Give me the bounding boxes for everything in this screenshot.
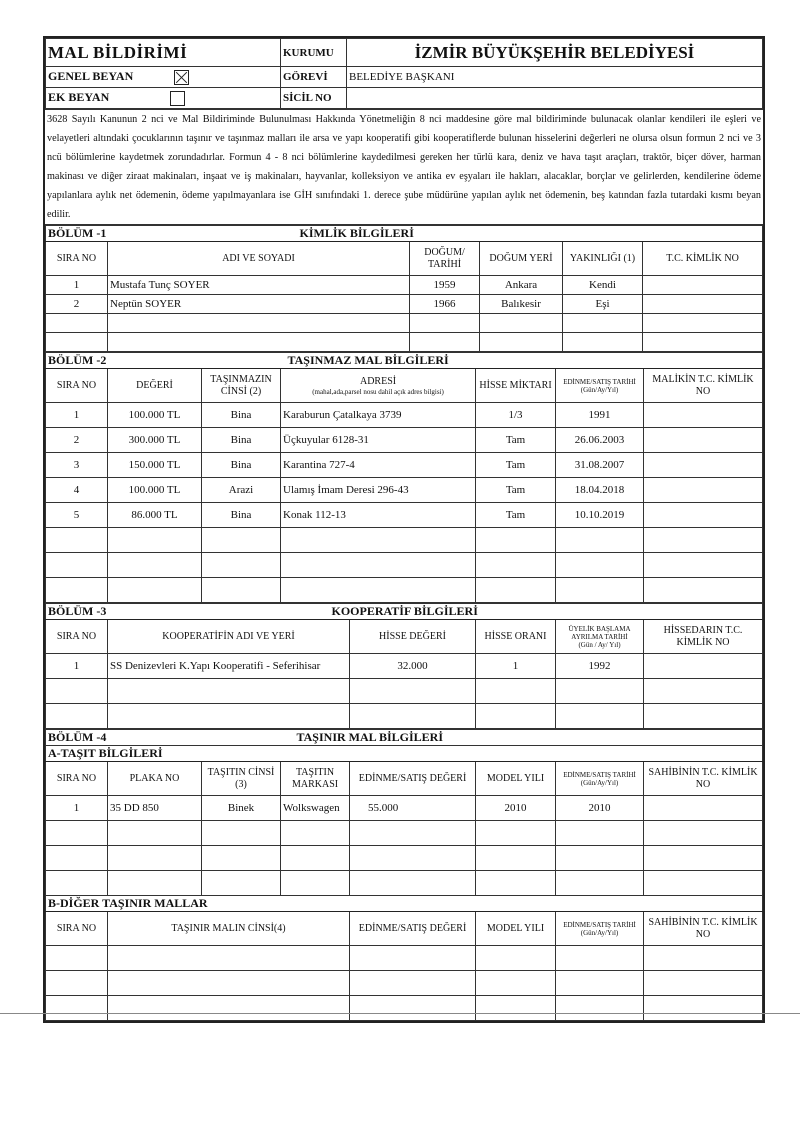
cell (46, 553, 108, 578)
s2-header-malik: MALİKİN T.C. KİMLİK NO (644, 369, 763, 403)
s2-header-tarih (556, 369, 644, 403)
cell (644, 796, 763, 821)
cell: 2 (46, 295, 108, 314)
cell: 2010 (476, 796, 556, 821)
cell (480, 333, 563, 352)
cell (644, 654, 763, 679)
s4-header-plaka: PLAKA NO (108, 762, 202, 796)
cell: Bina (202, 503, 281, 528)
s2-header-adres-sub: (mahal,ada,parsel nosu dahil açık adres bilgisi) (312, 387, 444, 396)
cell: Mustafa Tunç SOYER (108, 276, 410, 295)
table-row (46, 333, 763, 352)
s1-header-adi: ADI VE SOYADI (108, 242, 410, 276)
s3-header-tarih (556, 620, 644, 654)
cell (643, 276, 763, 295)
cell: Tam (476, 503, 556, 528)
s3-header-oran: HİSSE ORANI (476, 620, 556, 654)
cell: 1966 (410, 295, 480, 314)
cell (108, 553, 202, 578)
cell: 10.10.2019 (556, 503, 644, 528)
cell (46, 846, 108, 871)
cell (476, 679, 556, 704)
cell: Karaburun Çatalkaya 3739 (281, 403, 476, 428)
intro-text: 3628 Sayılı Kanunun 2 nci ve Mal Bildiriminde Bulunulması Hakkında Yönetmeliğin 8 nci maddesine göre mal bildiriminde bulunacak olanlar kendileri ile eşleri ve velayetleri altındaki çocuklarının taşınır ve taşınmaz malları ile arsa ve yapı kooperatifi gibi kooperatiflerde bulunan hisselerini değerleri ne olursa olsun formun 2 nci ve 3 ncü bölümlerine kaydetmek zorundadırlar. Formun 4 - 8 nci bölümlerine kaydedilmesi gereken her türlü kara, deniz ve hava taşıt araçları, traktör, biçer döver, harman makinası ve diğer ziraat makinaları, inşaat ve iş makinaları, hayvanlar, kolleksiyon ve antika ev eşyaları ile hakları, alacaklar, borçlar ve gelirlerden, kendilerine ödeme yapılanlara aylık net ödemenin, ödeme yapılmayanlara ise GİH sınıfındaki 1. derece şube müdürüne yapılan aylık net ödemenin, beş katından fazla tutardaki kısmı beyan edilir. (45, 109, 763, 225)
section-4b-title: B-DİĞER TAŞINIR MALLAR (46, 896, 763, 912)
cell (46, 996, 108, 1021)
cell (644, 846, 763, 871)
cell (202, 528, 281, 553)
cell (644, 528, 763, 553)
cell (202, 578, 281, 603)
cell (202, 846, 281, 871)
cell: Ankara (480, 276, 563, 295)
cell (476, 971, 556, 996)
cell: Eşi (563, 295, 643, 314)
s3-header-sira: SIRA NO (46, 620, 108, 654)
cell (563, 333, 643, 352)
section-1-title: KİMLİK BİLGİLERİ (410, 226, 763, 242)
cell (476, 996, 556, 1021)
cell: Wolkswagen (281, 796, 350, 821)
cell: Bina (202, 453, 281, 478)
cell: 100.000 TL (108, 403, 202, 428)
cell (410, 314, 480, 333)
s4-header-model: MODEL YILI (476, 762, 556, 796)
cell: 31.08.2007 (556, 453, 644, 478)
genel-beyan-label: GENEL BEYAN (48, 69, 134, 84)
s2-header-tarih-sub: (Gün/Ay/Yıl) (580, 385, 619, 394)
cell (108, 996, 350, 1021)
cell: SS Denizevleri K.Yapı Kooperatifi - Seferihisar (108, 654, 350, 679)
cell (476, 871, 556, 896)
cell: 2010 (556, 796, 644, 821)
sicil-no-label: SİCİL NO (281, 88, 347, 109)
table-row (46, 871, 763, 896)
cell: Bina (202, 428, 281, 453)
cell (556, 996, 644, 1021)
cell (556, 971, 644, 996)
section-1-kimlik (45, 225, 763, 352)
cell: Kendi (563, 276, 643, 295)
cell: 55.000 (350, 796, 476, 821)
cell: 1 (46, 654, 108, 679)
cell (644, 679, 763, 704)
cell (46, 314, 108, 333)
genel-beyan-checkbox[interactable] (174, 70, 189, 85)
s2-header-adres-title: ADRESİ (359, 375, 397, 387)
cell (281, 821, 350, 846)
cell (644, 478, 763, 503)
table-row (46, 679, 763, 704)
ek-beyan-checkbox[interactable] (170, 91, 185, 106)
cell (46, 871, 108, 896)
sicil-no-value (347, 88, 763, 109)
cell (46, 971, 108, 996)
cell (108, 846, 202, 871)
cell (643, 295, 763, 314)
cell: Neptün SOYER (108, 295, 410, 314)
cell: 1992 (556, 654, 644, 679)
section-4-tasinir (45, 729, 763, 1021)
table-row (46, 971, 763, 996)
s2-header-tarih-title: EDİNME/SATIŞ TARİHİ (563, 377, 636, 386)
s4-header-tarih (556, 762, 644, 796)
section-4a-title: A-TAŞIT BİLGİLERİ (46, 746, 763, 762)
cell: Balıkesir (480, 295, 563, 314)
cell (281, 578, 476, 603)
table-row (46, 478, 763, 503)
s4-header-tarih-sub: (Gün/Ay/Yıl) (580, 778, 619, 787)
cell (108, 971, 350, 996)
cell: Konak 112-13 (281, 503, 476, 528)
cell (108, 333, 410, 352)
cell: Bina (202, 403, 281, 428)
s4-header-tarih-title: EDİNME/SATIŞ TARİHİ (563, 770, 636, 779)
table-row (46, 796, 763, 821)
cell (563, 314, 643, 333)
scan-fold-line (0, 1013, 800, 1014)
cell (281, 528, 476, 553)
cell (480, 314, 563, 333)
cell (46, 704, 108, 729)
s4-header-sira: SIRA NO (46, 762, 108, 796)
cell (644, 578, 763, 603)
cell (202, 871, 281, 896)
cell (46, 821, 108, 846)
cell (350, 821, 476, 846)
ek-beyan-label: EK BEYAN (48, 90, 110, 105)
cell: Ulamış İmam Deresi 296-43 (281, 478, 476, 503)
section-4-label: BÖLÜM -4 (46, 730, 281, 746)
cell (556, 553, 644, 578)
section-4-title: TAŞINIR MAL BİLGİLERİ (281, 730, 763, 746)
table-row (46, 946, 763, 971)
cell: 1 (46, 276, 108, 295)
cell: 2 (46, 428, 108, 453)
ek-beyan-cell (46, 88, 281, 109)
table-row (46, 428, 763, 453)
gorevi-label: GÖREVİ (281, 67, 347, 88)
s4b-header-deger: EDİNME/SATIŞ DEĞERİ (350, 912, 476, 946)
section-2-title: TAŞINMAZ MAL BİLGİLERİ (281, 353, 763, 369)
table-row (46, 453, 763, 478)
cell (556, 578, 644, 603)
cell (410, 333, 480, 352)
s4b-header-sira: SIRA NO (46, 912, 108, 946)
cell: Karantina 727-4 (281, 453, 476, 478)
table-row (46, 821, 763, 846)
s3-header-ad: KOOPERATİFİN ADI VE YERİ (108, 620, 350, 654)
cell: Tam (476, 478, 556, 503)
mal-bildirimi-form (43, 36, 765, 1023)
cell (556, 821, 644, 846)
s4-header-marka: TAŞITIN MARKASI (281, 762, 350, 796)
s3-header-tc: HİSSEDARIN T.C. KİMLİK NO (644, 620, 763, 654)
s3-header-tarih-sub: (Gün / Ay/ Yıl) (578, 640, 621, 649)
s4b-header-cins: TAŞINIR MALIN CİNSİ(4) (108, 912, 350, 946)
cell (46, 578, 108, 603)
cell: 1/3 (476, 403, 556, 428)
table-row (46, 996, 763, 1021)
table-row (46, 528, 763, 553)
cell (350, 704, 476, 729)
kurumu-label: KURUMU (281, 39, 347, 67)
section-3-title: KOOPERATİF BİLGİLERİ (350, 604, 763, 620)
cell (476, 946, 556, 971)
cell (643, 314, 763, 333)
s2-header-adres (281, 369, 476, 403)
s1-header-tc: T.C. KİMLİK NO (643, 242, 763, 276)
cell (644, 453, 763, 478)
cell: 150.000 TL (108, 453, 202, 478)
cell: 18.04.2018 (556, 478, 644, 503)
table-row (46, 314, 763, 333)
s3-header-deger: HİSSE DEĞERİ (350, 620, 476, 654)
cell (350, 996, 476, 1021)
section-1-label: BÖLÜM -1 (46, 226, 410, 242)
cell (644, 403, 763, 428)
cell (108, 871, 202, 896)
cell (476, 528, 556, 553)
cell (556, 846, 644, 871)
s1-header-yakinligi: YAKINLIĞI (1) (563, 242, 643, 276)
s2-header-deger: DEĞERİ (108, 369, 202, 403)
cell (643, 333, 763, 352)
s4b-header-tarih (556, 912, 644, 946)
cell (108, 704, 350, 729)
cell (108, 578, 202, 603)
cell: 3 (46, 453, 108, 478)
cell (644, 971, 763, 996)
cell (476, 578, 556, 603)
s2-header-sira: SIRA NO (46, 369, 108, 403)
cell: Arazi (202, 478, 281, 503)
table-row (46, 578, 763, 603)
cell: 300.000 TL (108, 428, 202, 453)
s4-header-sahip: SAHİBİNİN T.C. KİMLİK NO (644, 762, 763, 796)
cell (476, 821, 556, 846)
cell: 4 (46, 478, 108, 503)
table-row (46, 553, 763, 578)
s4-header-deger: EDİNME/SATIŞ DEĞERİ (350, 762, 476, 796)
cell (46, 528, 108, 553)
cell: Tam (476, 428, 556, 453)
cell: Tam (476, 453, 556, 478)
cell: 1 (46, 796, 108, 821)
cell (556, 946, 644, 971)
cell: Üçkuyular 6128-31 (281, 428, 476, 453)
cell (46, 679, 108, 704)
cell (108, 821, 202, 846)
s4b-header-tarih-sub: (Gün/Ay/Yıl) (580, 928, 619, 937)
cell (202, 553, 281, 578)
s2-header-cins: TAŞINMAZIN CİNSİ (2) (202, 369, 281, 403)
cell (644, 553, 763, 578)
cell (108, 679, 350, 704)
table-row (46, 403, 763, 428)
cell (476, 704, 556, 729)
s4b-header-model: MODEL YILI (476, 912, 556, 946)
s3-header-tarih-title: ÜYELİK BAŞLAMA AYRILMA TARİHİ (568, 624, 631, 641)
section-3-label: BÖLÜM -3 (46, 604, 350, 620)
cell (46, 946, 108, 971)
cell: 35 DD 850 (108, 796, 202, 821)
cell: 100.000 TL (108, 478, 202, 503)
cell (476, 553, 556, 578)
cell: 1 (476, 654, 556, 679)
cell (556, 704, 644, 729)
cell (202, 821, 281, 846)
cell: 86.000 TL (108, 503, 202, 528)
cell (108, 528, 202, 553)
cell (644, 871, 763, 896)
kurumu-value: İZMİR BÜYÜKŞEHİR BELEDİYESİ (347, 39, 763, 67)
cell (281, 846, 350, 871)
s4-header-cins: TAŞITIN CİNSİ (3) (202, 762, 281, 796)
cell (350, 971, 476, 996)
cell: 1991 (556, 403, 644, 428)
table-row (46, 295, 763, 314)
cell (644, 821, 763, 846)
section-2-tasinmaz (45, 352, 763, 603)
cell (644, 996, 763, 1021)
cell (556, 871, 644, 896)
cell (108, 946, 350, 971)
cell (644, 503, 763, 528)
genel-beyan-cell (46, 67, 281, 88)
s1-header-dogum-tarihi: DOĞUM/ TARİHİ (410, 242, 480, 276)
cell (644, 428, 763, 453)
cell (350, 871, 476, 896)
s1-header-dogum-yeri: DOĞUM YERİ (480, 242, 563, 276)
section-2-label: BÖLÜM -2 (46, 353, 281, 369)
form-title: MAL BİLDİRİMİ (46, 39, 281, 67)
cell: 5 (46, 503, 108, 528)
cell (644, 704, 763, 729)
cell (350, 946, 476, 971)
s4b-header-tarih-title: EDİNME/SATIŞ TARİHİ (563, 920, 636, 929)
table-row (46, 503, 763, 528)
cell (556, 679, 644, 704)
s4b-header-sahip: SAHİBİNİN T.C. KİMLİK NO (644, 912, 763, 946)
table-row (46, 276, 763, 295)
cell (476, 846, 556, 871)
table-row (46, 654, 763, 679)
gorevi-value: BELEDİYE BAŞKANI (347, 67, 763, 88)
cell (350, 679, 476, 704)
cell (108, 314, 410, 333)
form-header (45, 38, 763, 109)
s2-header-hisse: HİSSE MİKTARI (476, 369, 556, 403)
cell: 1 (46, 403, 108, 428)
cell (46, 333, 108, 352)
cell (644, 946, 763, 971)
cell (281, 871, 350, 896)
table-row (46, 704, 763, 729)
s1-header-sira: SIRA NO (46, 242, 108, 276)
cell: Binek (202, 796, 281, 821)
cell (350, 846, 476, 871)
cell (281, 553, 476, 578)
cell (556, 528, 644, 553)
cell: 26.06.2003 (556, 428, 644, 453)
section-3-kooperatif (45, 603, 763, 729)
table-row (46, 846, 763, 871)
cell: 1959 (410, 276, 480, 295)
cell: 32.000 (350, 654, 476, 679)
